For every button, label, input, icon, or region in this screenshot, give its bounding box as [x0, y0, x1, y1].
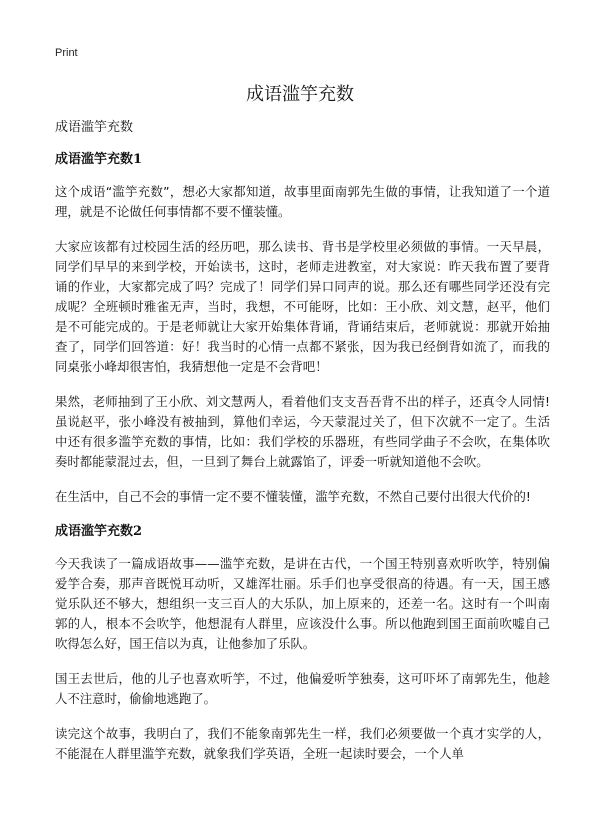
- section-2: [55, 522, 550, 764]
- document-subtitle: 成语滥竽充数: [55, 120, 134, 135]
- paragraph: 在生活中，自己不会的事情一定不要不懂装懂，滥竽充数，不然自己要付出很大代价的!: [55, 489, 531, 504]
- document-title: 成语滥竽充数: [246, 84, 354, 105]
- paragraph: 果然，老师抽到了王小欣、刘文慧两人，看着他们支支吾吾背不出的样子，还真令人同情!虽说赵平，张小峰没有被抽到，算他们幸运，今天蒙混过关了，但下次就不一定了。生活中还有很多滥竽充数的事情，比如：我们学校的乐器班，有些同学曲子不会吹，在集体吹奏时都能蒙混过去，但，一旦到了舞台上就露馅了，评委一听就知道他不会吹。: [55, 394, 550, 469]
- paragraph: 这个成语“滥竽充数”，想必大家都知道，故事里面南郭先生做的事情，让我知道了一个道理，就是不论做任何事情都不要不懂装懂。: [55, 184, 550, 219]
- section-heading: 成语滥竽充数1: [55, 152, 143, 167]
- paragraph: 今天我读了一篇成语故事——滥竽充数，是讲在古代，一个国王特别喜欢听吹竽，特别偏爱竽合奏，那声音既悦耳动听，又雄浑壮丽。乐手们也享受很高的待遇。有一天，国王感觉乐队还不够大，想组织一支三百人的大乐队，加上原来的，还差一名。这时有一个叫南郭的人，根本不会吹竽，他想混有人群里，应该没什么事。所以他跑到国王面前吹嘘自己吹得怎么好，国王信以为真，让他参加了乐队。: [55, 556, 550, 651]
- paragraph: 大家应该都有过校园生活的经历吧，那么读书、背书是学校里必须做的事情。一天早晨，同学们早早的来到学校，开始读书，这时，老师走进教室，对大家说：昨天我布置了要背诵的作业，大家都完成了吗？完成了！同学们异口同声的说。那么还有哪些同学还没有完成呢？全班顿时雅雀无声，当时，我想，不可能呀，比如：王小欣、刘文慧，赵平，他们是不可能完成的。于是老师就让大家开始集体背诵，背诵结束后，老师就说：那就开始抽查了，同学们回答道：好！我当时的心情一点都不紧张，因为我已经倒背如流了，而我的同桌张小峰却很害怕，我猜想他一定是不会背吧！: [55, 239, 550, 374]
- print-label[interactable]: Print: [55, 47, 78, 59]
- paragraph: 国王去世后，他的儿子也喜欢听竽，不过，他偏爱听竽独奏，这可吓坏了南郭先生，他趁人不注意时，偷偷地逃跑了。: [55, 671, 550, 706]
- section-heading: 成语滥竽充数2: [55, 524, 143, 539]
- document-body: [55, 118, 550, 779]
- paragraph: 读完这个故事，我明白了，我们不能象南郭先生一样，我们必须要做一个真才实学的人，不能混在人群里滥竽充数，就象我们学英语，全班一起读时要会，一个人单: [55, 726, 550, 761]
- section-1: [55, 150, 550, 507]
